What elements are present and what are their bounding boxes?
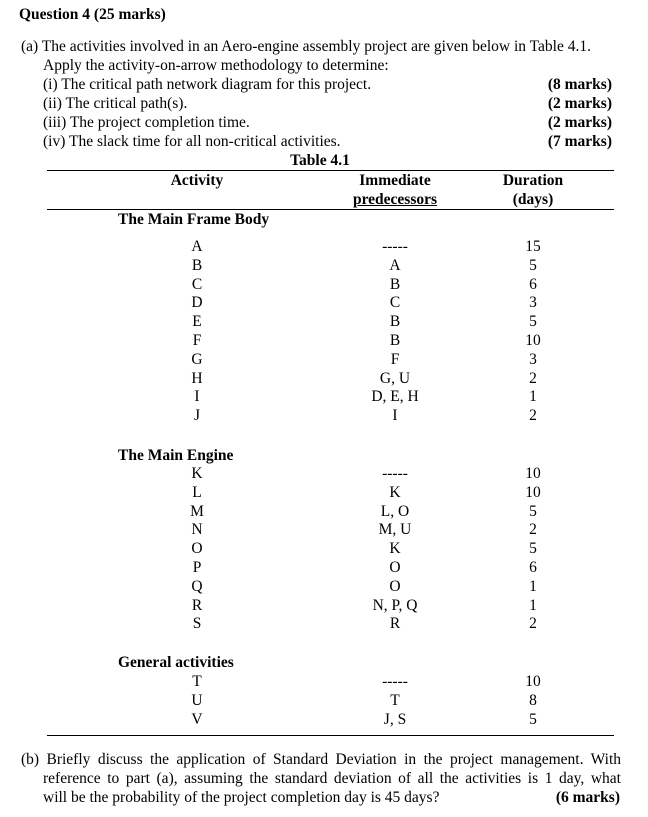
cell-activity: H (191, 369, 203, 387)
cell-duration: 2 (529, 615, 537, 633)
cell-activity: B (191, 256, 203, 274)
cell-predecessors: O (389, 559, 401, 576)
part-a-item-iii: (iii) The project completion time. (43, 114, 250, 131)
cell-duration: 5 (529, 502, 537, 520)
cell-duration: 2 (529, 521, 537, 539)
cell-activity: L (192, 483, 202, 501)
cell-duration: 3 (529, 350, 537, 368)
cell-activity: P (192, 559, 202, 576)
cell-duration: 2 (529, 369, 537, 387)
cell-activity: Q (191, 577, 203, 595)
cell-predecessors: ----- (382, 238, 408, 255)
cell-activity: C (191, 275, 203, 293)
table-caption: Table 4.1 (290, 152, 350, 169)
cell-predecessors: F (390, 350, 400, 368)
cell-activity: V (191, 710, 203, 728)
cell-activity: M (190, 502, 204, 520)
cell-predecessors: A (389, 256, 401, 274)
cell-activity: O (191, 540, 203, 558)
table-bottom-rule (47, 735, 614, 736)
cell-duration: 5 (529, 256, 537, 274)
part-a-line1: (a) The activities involved in an Aero-engine assembly project are given below in Table 4.1. (21, 38, 591, 55)
cell-activity: T (192, 673, 202, 690)
header-duration-line1: Duration (502, 172, 564, 189)
cell-predecessors: T (390, 691, 400, 709)
cell-duration: 6 (529, 275, 537, 293)
cell-duration: 5 (529, 313, 537, 331)
cell-duration: 1 (529, 577, 537, 595)
cell-predecessors: J, S (383, 710, 407, 728)
part-a-item-i: (i) The critical path network diagram for this project. (43, 76, 372, 93)
cell-duration: 1 (529, 596, 537, 614)
cell-predecessors: B (389, 332, 401, 349)
header-pred-line1: Immediate (359, 172, 431, 189)
header-duration-line2: (days) (512, 191, 554, 208)
cell-activity: J (193, 407, 201, 425)
part-b-line3: will be the probability of the project completion day is 45 days? (43, 789, 440, 806)
part-a-item-iv: (iv) The slack time for all non-critical activities. (43, 133, 341, 150)
cell-predecessors: I (392, 407, 398, 425)
cell-activity: A (191, 238, 203, 255)
section-title-main-engine: The Main Engine (118, 447, 234, 464)
cell-duration: 15 (525, 238, 541, 255)
cell-predecessors: D, E, H (371, 388, 419, 406)
cell-duration: 5 (529, 540, 537, 558)
cell-activity: R (191, 596, 203, 614)
part-b-line2: reference to part (a), assuming the standard deviation of all the activities is 1 day, what (43, 770, 621, 787)
cell-activity: D (191, 294, 203, 312)
cell-predecessors: R (389, 615, 401, 633)
section-title-main-frame-body: The Main Frame Body (118, 211, 270, 228)
cell-duration: 5 (529, 710, 537, 728)
cell-activity: I (194, 388, 200, 406)
cell-predecessors: C (389, 294, 401, 312)
cell-predecessors: ----- (382, 673, 408, 690)
cell-duration: 10 (525, 465, 541, 482)
cell-activity: S (192, 615, 202, 633)
cell-activity: K (191, 465, 203, 482)
question-heading: Question 4 (25 marks) (19, 6, 166, 23)
table-top-rule (47, 170, 614, 171)
cell-duration: 3 (529, 294, 537, 312)
cell-activity: G (191, 350, 203, 368)
part-a-line2: Apply the activity-on-arrow methodology to determine: (43, 57, 389, 74)
cell-predecessors: M, U (378, 521, 412, 539)
cell-duration: 10 (525, 673, 541, 690)
section-title-general-activities: General activities (118, 654, 234, 671)
header-pred-line2: predecessors (352, 191, 438, 208)
cell-predecessors: G, U (379, 369, 411, 387)
part-a-item-ii-marks: (2 marks) (547, 95, 612, 112)
cell-activity: F (192, 332, 202, 349)
cell-activity: U (191, 691, 203, 709)
part-a-item-ii: (ii) The critical path(s). (43, 95, 188, 112)
part-a-item-iii-marks: (2 marks) (547, 114, 612, 131)
cell-predecessors: B (389, 313, 401, 331)
table-header-rule (47, 209, 614, 210)
cell-predecessors: L, O (380, 502, 410, 520)
cell-predecessors: K (389, 540, 401, 558)
part-b-line1: (b) Briefly discuss the application of Standard Deviation in the project management. With (21, 751, 621, 768)
cell-predecessors: B (389, 275, 401, 293)
header-activity: Activity (170, 172, 224, 189)
cell-duration: 1 (529, 388, 537, 406)
part-b-marks: (6 marks) (555, 789, 620, 806)
cell-activity: E (192, 313, 202, 331)
cell-duration: 2 (529, 407, 537, 425)
cell-duration: 6 (529, 559, 537, 576)
part-a-item-iv-marks: (7 marks) (547, 133, 612, 150)
cell-predecessors: K (389, 483, 401, 501)
part-a-item-i-marks: (8 marks) (547, 76, 612, 93)
cell-duration: 10 (525, 332, 541, 349)
cell-duration: 8 (529, 691, 537, 709)
cell-predecessors: O (389, 577, 401, 595)
cell-predecessors: N, P, Q (372, 596, 418, 614)
cell-activity: N (191, 521, 203, 539)
cell-duration: 10 (525, 483, 541, 501)
cell-predecessors: ----- (382, 465, 408, 482)
